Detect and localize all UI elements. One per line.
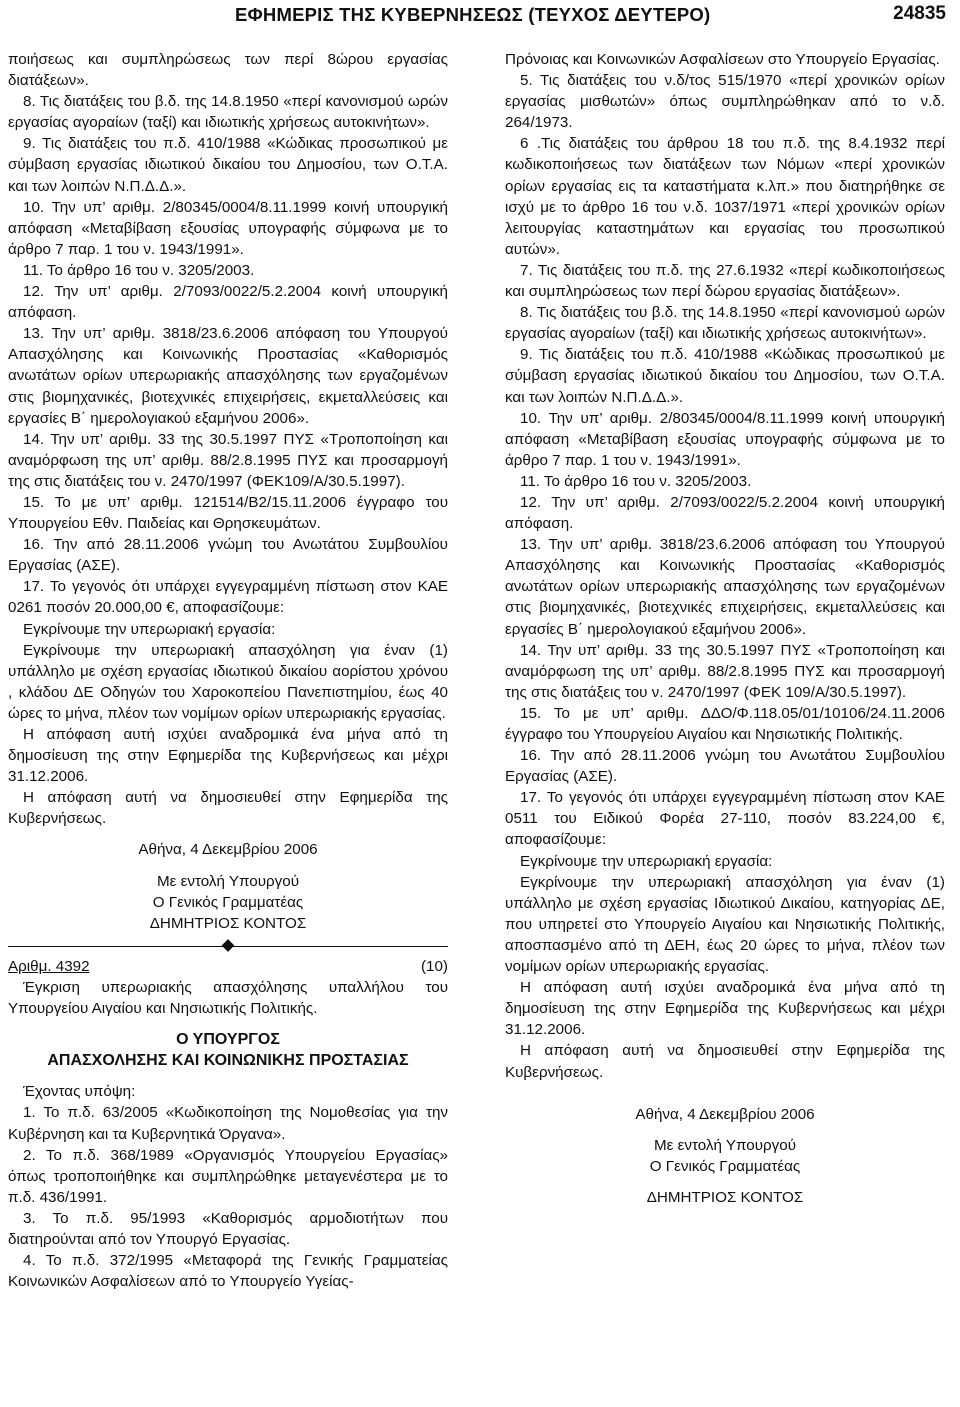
paragraph: 10. Την υπ’ αριθμ. 2/80345/0004/8.11.1999 κοινή υπουργική απόφαση «Μεταβίβαση εξουσίας υπογραφής σύμφωνα με το άρθρο 7 παρ. 1 του ν. 1943/1991». — [505, 409, 945, 469]
section-divider — [8, 938, 448, 954]
paragraph: 10. Την υπ’ αριθμ. 2/80345/0004/8.11.1999 κοινή υπουργική απόφαση «Μεταβίβαση εξουσίας υπογραφής σύμφωνα με το άρθρο 7 παρ. 1 του ν. 1943/1991». — [8, 198, 448, 258]
paragraph: 2. Το π.δ. 368/1989 «Οργανισμός Υπουργείου Εργασίας» όπως τροποποιήθηκε και συμπληρώθηκε μεταγενέστερα με το π.δ. 436/1991. — [8, 1146, 448, 1206]
decision-title: Έγκριση υπερωριακής απασχόλησης υπαλλήλου του Υπουργείου Αιγαίου και Νησιωτικής Πολιτικής. — [8, 978, 448, 1018]
paragraph: 13. Την υπ’ αριθμ. 3818/23.6.2006 απόφαση του Υπουργού Απασχόλησης και Κοινωνικής Προστασίας «Καθορισμός ανωτάτων ορίων υπερωριακής απασχόλησης των εργαζομένων στις βιομηχανικές, βιοτεχνικές επιχειρήσεις, εκμεταλλεύσεις και εργασίες Β΄ ημερολογιακού εξαμήνου 2006». — [505, 536, 945, 638]
signature-block — [8, 839, 448, 933]
paragraph: 5. Τις διατάξεις του ν.δ/τος 515/1970 «περί χρονικών ορίων εργασίας μισθωτών» όπως συμπληρώθηκαν από το ν.δ. 264/1973. — [505, 72, 945, 132]
signature-place-date: Αθήνα, 4 Δεκεμβρίου 2006 — [138, 841, 318, 859]
minister-heading: Ο ΥΠΟΥΡΓΟΣ — [176, 1031, 280, 1049]
paragraph: 9. Τις διατάξεις του π.δ. 410/1988 «Κώδικας προσωπικού με σύμβαση εργασίας ιδιωτικού δικαίου του Δημοσίου, των Ο.Τ.Α. και των λοιπών Ν.Π.Δ.Δ.». — [505, 346, 945, 406]
gazette-title: ΕΦΗΜΕΡΙΣ ΤΗΣ ΚΥΒΕΡΝΗΣΕΩΣ (ΤΕΥΧΟΣ ΔΕΥΤΕΡΟ) — [235, 4, 711, 25]
paragraph: 13. Την υπ’ αριθμ. 3818/23.6.2006 απόφαση του Υπουργού Απασχόλησης και Κοινωνικής Προστασίας «Καθορισμός ανωτάτων ορίων υπερωριακής απασχόλησης των εργαζομένων στις βιομηχανικές, βιοτεχνικές επιχειρήσεις, εκμεταλλεύσεις και εργασίες Β΄ ημερολογιακού εξαμήνου 2006». — [8, 325, 448, 427]
paragraph: Εγκρίνουμε την υπερωριακή εργασία: — [520, 852, 773, 870]
paragraph: 15. Το με υπ’ αριθμ. 121514/Β2/15.11.2006 έγγραφο του Υπουργείου Εθν. Παιδείας και Θρησκευμάτων. — [8, 493, 448, 533]
paragraph: 11. Το άρθρο 16 του ν. 3205/2003. — [23, 261, 255, 279]
paragraph: 12. Την υπ’ αριθμ. 2/7093/0022/5.2.2004 κοινή υπουργική απόφαση. — [8, 283, 448, 322]
paragraph: Εγκρίνουμε την υπερωριακή απασχόληση για έναν (1) υπάλληλο με σχέση εργασίας ιδιωτικού δικαίου αορίστου χρόνου , κλάδου ΔΕ Οδηγών του Χαροκοπείου Πανεπιστημίου, έως 40 ώρες το μήνα, πλέον των νομίμων ορίων υπερωριακής εργασίας. — [8, 641, 448, 722]
paragraph: 17. Το γεγονός ότι υπάρχει εγγεγραμμένη πίστωση στον ΚΑΕ 0511 του Ειδικού Φορέα 27-110, ποσόν 83.224,00 €, αποφασίζουμε: — [505, 789, 945, 849]
paragraph: Έχοντας υπόψη: — [23, 1083, 136, 1101]
right-column — [505, 49, 945, 1208]
paragraph: 15. Το με υπ’ αριθμ. ΔΔΟ/Φ.118.05/01/10106/24.11.2006 έγγραφο του Υπουργείου Αιγαίου και Νησιωτικής Πολιτικής. — [505, 704, 945, 743]
ministry-heading: ΑΠΑΣΧΟΛΗΣΗΣ ΚΑΙ ΚΟΙΝΩΝΙΚΗΣ ΠΡΟΣΤΑΣΙΑΣ — [47, 1052, 409, 1070]
paragraph: 8. Τις διατάξεις του β.δ. της 14.8.1950 «περί κανονισμού ωρών εργασίας αγοραίων (ταξί) και ιδιωτικής χρήσεως αυτοκινήτων». — [8, 93, 448, 132]
signature-line: Με εντολή Υπουργού — [156, 872, 300, 890]
signature-block — [505, 1104, 945, 1208]
paragraph: 16. Την από 28.11.2006 γνώμη του Ανωτάτου Συμβουλίου Εργασίας (ΑΣΕ). — [505, 747, 945, 786]
paragraph: Εγκρίνουμε την υπερωριακή απασχόληση για έναν (1) υπάλληλο με σχέση εργασίας Ιδιωτικού Δικαίου, κατηγορίας ΔΕ, που υπηρετεί στο Υπουργείο Αιγαίου και Νησιωτικής Πολιτικής, αποσπασμένο από τη ΔΕΗ, έως 20 ώρες το μήνα, πλέον των νομίμων ορίων υπερωριακής εργασίας. — [505, 873, 945, 976]
signature-place-date: Αθήνα, 4 Δεκεμβρίου 2006 — [635, 1105, 815, 1123]
signature-line: Ο Γενικός Γραμματέας — [152, 893, 304, 911]
paragraph: Πρόνοιας και Κοινωνικών Ασφαλίσεων στο Υπουργείο Εργασίας. — [505, 51, 940, 68]
paragraph: 4. Το π.δ. 372/1995 «Μεταφορά της Γενικής Γραμματείας Κοινωνικών Ασφαλίσεων από το Υπουργείο Υγείας- — [8, 1252, 448, 1291]
paragraph: Η απόφαση αυτή να δημοσιευθεί στην Εφημερίδα της Κυβερνήσεως. — [505, 1042, 945, 1081]
left-column — [8, 49, 448, 1292]
paragraph: Η απόφαση αυτή ισχύει αναδρομικά ένα μήνα από τη δημοσίευση της στην Εφημερίδα της Κυβερνήσεως και μέχρι 31.12.2006. — [505, 979, 945, 1039]
paragraph: 14. Την υπ’ αριθμ. 33 της 30.5.1997 ΠΥΣ «Τροποποίηση και αναμόρφωση της υπ’ αριθμ. 88/2.8.1995 ΠΥΣ και προσαρμογή της στις διατάξεις του ν. 2470/1997 (ΦΕΚ109/Α/30.5.1997). — [8, 430, 448, 490]
signature-line: Ο Γενικός Γραμματέας — [649, 1157, 801, 1175]
paragraph: Εγκρίνουμε την υπερωριακή εργασία: — [23, 620, 276, 638]
page-header — [0, 0, 960, 40]
paragraph: 8. Τις διατάξεις του β.δ. της 14.8.1950 «περί κανονισμού ωρών εργασίας αγοραίων (ταξί) και ιδιωτικής χρήσεως αυτοκινήτων». — [505, 304, 945, 343]
paragraph: 6 .Τις διατάξεις του άρθρου 18 του π.δ. της 8.4.1932 περί κωδικοποιήσεως των διατάξεων των Νόμων «περί χρονικών ορίων εργασίας εις τα καταστήματα κ.λπ.» που διατηρήθηκε σε ισχύ με το άρθρο 16 του ν.δ. 1037/1971 «περί χρονικών ορίων λειτουργίας καταστημάτων και εργασίας του προσωπικού αυτών». — [505, 135, 945, 258]
decision-ref: (10) — [420, 957, 448, 975]
signature-line: Με εντολή Υπουργού — [653, 1136, 797, 1154]
paragraph: 7. Τις διατάξεις του π.δ. της 27.6.1932 «περί κωδικοποιήσεως και συμπληρώσεως των περί δώρου εργασίας διατάξεων». — [505, 261, 945, 301]
paragraph: ποιήσεως και συμπληρώσεως των περί 8ώρου εργασίας διατάξεων». — [8, 51, 448, 90]
signatory-name: ΔΗΜΗΤΡΙΟΣ ΚΟΝΤΟΣ — [646, 1188, 804, 1206]
paragraph: 9. Τις διατάξεις του π.δ. 410/1988 «Κώδικας προσωπικού με σύμβαση εργασίας ιδιωτικού δικαίου του Δημοσίου, των Ο.Τ.Α. και των λοιπών Ν.Π.Δ.Δ.». — [8, 135, 448, 195]
signatory-name: ΔΗΜΗΤΡΙΟΣ ΚΟΝΤΟΣ — [149, 914, 307, 932]
diamond-ornament-icon — [222, 939, 235, 952]
paragraph: Η απόφαση αυτή να δημοσιευθεί στην Εφημερίδα της Κυβερνήσεως. — [8, 789, 448, 828]
paragraph: 17. Το γεγονός ότι υπάρχει εγγεγραμμένη πίστωση στον ΚΑΕ 0261 ποσόν 20.000,00 €, αποφασίζουμε: — [8, 578, 448, 617]
decision-number-row — [8, 956, 448, 977]
paragraph: Η απόφαση αυτή ισχύει αναδρομικά ένα μήνα από τη δημοσίευση της στην Εφημερίδα της Κυβερνήσεως και μέχρι 31.12.2006. — [8, 726, 448, 786]
paragraph: 11. Το άρθρο 16 του ν. 3205/2003. — [520, 472, 752, 490]
paragraph: 3. Το π.δ. 95/1993 «Καθορισμός αρμοδιοτήτων που διατηρούνται από τον Υπουργό Εργασίας. — [8, 1209, 448, 1248]
paragraph: 12. Την υπ’ αριθμ. 2/7093/0022/5.2.2004 κοινή υπουργική απόφαση. — [505, 493, 945, 533]
paragraph: 1. Το π.δ. 63/2005 «Κωδικοποίηση της Νομοθεσίας για την Κυβέρνηση και τα Κυβερνητικά Όργανα». — [8, 1104, 448, 1143]
paragraph: 14. Την υπ’ αριθμ. 33 της 30.5.1997 ΠΥΣ «Τροποποίηση και αναμόρφωση της υπ’ αριθμ. 88/2.8.1995 ΠΥΣ και προσαρμογή της στις διατάξεις του ν. 2470/1997 (ΦΕΚ 109/Α/30.5.1997). — [505, 641, 945, 701]
paragraph: 16. Την από 28.11.2006 γνώμη του Ανωτάτου Συμβουλίου Εργασίας (ΑΣΕ). — [8, 536, 448, 575]
decision-number: Αριθμ. 4392 — [8, 957, 90, 975]
page-number: 24835 — [893, 3, 946, 24]
